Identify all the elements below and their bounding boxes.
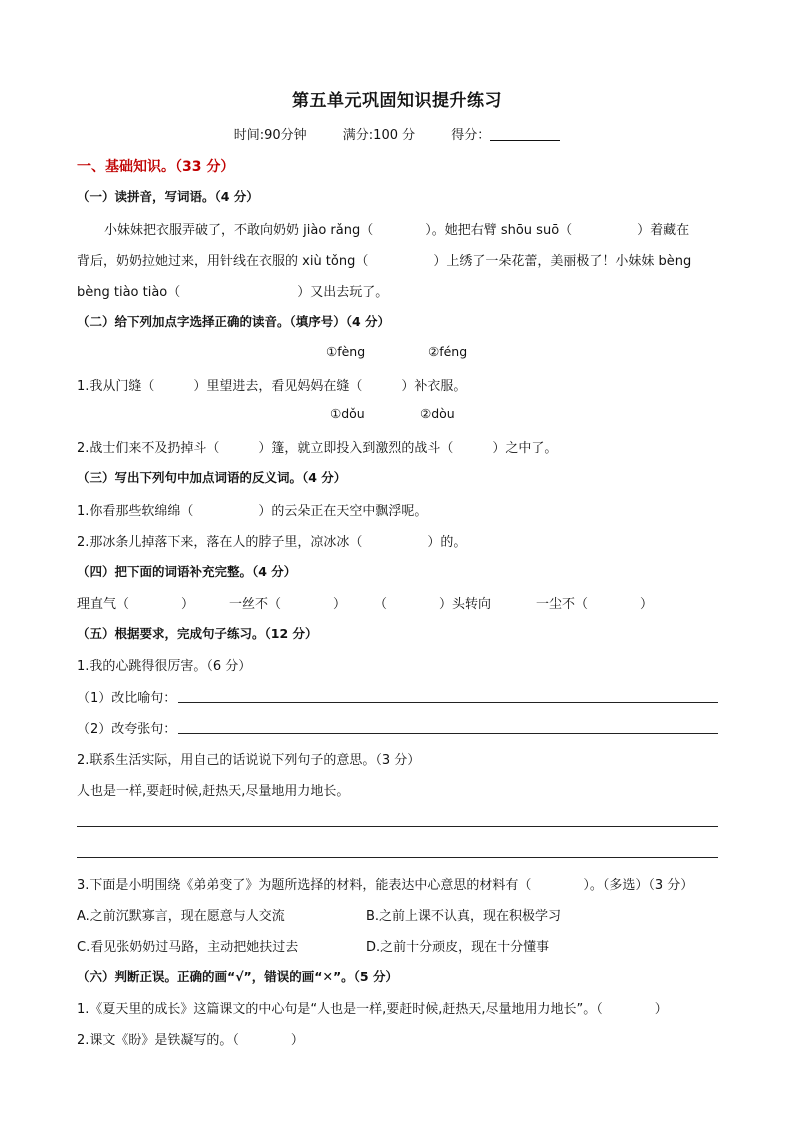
explanation-answer-line-1[interactable] (77, 826, 718, 827)
part-5-question-3: 3.下面是小明围绕《弟弟变了》为题所选择的材料，能表达中心意思的材料有（ ）。（多选）（3 分） (77, 878, 694, 893)
exam-meta (0, 124, 794, 143)
part-1-line-3: bèng tiào tiào（ ）又出去玩了。 (77, 285, 389, 300)
exaggeration-prompt: （2）改夸张句： (77, 722, 177, 737)
part-3-heading: （三）写出下列句中加点词语的反义词。（4 分） (77, 470, 347, 485)
idiom-1: 理直气（ ） (77, 597, 195, 612)
pinyin-option-dou4: ②dòu (420, 406, 455, 421)
part-1-line-1: 小妹妹把衣服弄破了，不敢向奶奶 jiào rǎng（ ）。她把右臂 shōu suō（ ）着藏在 (104, 223, 690, 238)
part-5-heading: （五）根据要求，完成句子练习。（12 分） (77, 626, 318, 641)
choice-d: D.之前十分顽皮，现在十分懂事 (366, 940, 550, 955)
part-3-question-2: 2.那冰条儿掉落下来，落在人的脖子里，凉冰冰（ ）的。 (77, 535, 467, 550)
page-title: 第五单元巩固知识提升练习 (292, 91, 502, 111)
part-6-question-1: 1.《夏天里的成长》这篇课文的中心句是“人也是一样,要赶时候,赶热天,尽量地用力地长”。（ ） (77, 1002, 668, 1017)
part-2-question-2: 2.战士们来不及扔掉斗（ ）篷，就立即投入到激烈的战斗（ ）之中了。 (77, 441, 558, 456)
score-field (451, 124, 560, 143)
simile-answer-line[interactable] (178, 702, 718, 703)
part-3-question-1: 1.你看那些软绵绵（ ）的云朵正在天空中飘浮呢。 (77, 504, 428, 519)
part-1-heading: （一）读拼音，写词语。（4 分） (77, 189, 259, 204)
part-4-heading: （四）把下面的词语补充完整。（4 分） (77, 564, 297, 579)
idiom-2: 一丝不（ ） (229, 597, 347, 612)
pinyin-option-dou3: ①dǒu (330, 406, 365, 421)
part-1-line-2: 背后，奶奶拉她过来，用针线在衣服的 xiù tǒng（ ）上绣了一朵花蕾，美丽极了！小妹妹 bèng (77, 254, 692, 269)
explanation-answer-line-2[interactable] (77, 857, 718, 858)
score-label: 得分： (451, 128, 491, 143)
part-6-question-2: 2.课文《盼》是铁凝写的。（ ） (77, 1033, 304, 1048)
section-1-heading: 一、基础知识。（33 分） (77, 159, 235, 175)
exaggeration-answer-line[interactable] (178, 733, 718, 734)
part-6-heading: （六）判断正误。正确的画“√”，错误的画“✕”。（5 分） (77, 969, 398, 984)
part-2-question-1: 1.我从门缝（ ）里望进去，看见妈妈在缝（ ）补衣服。 (77, 379, 467, 394)
time-limit: 时间:90分钟 (233, 128, 307, 143)
part-5-question-2: 2.联系生活实际，用自己的话说说下列句子的意思。（3 分） (77, 753, 421, 768)
score-blank[interactable] (490, 128, 560, 141)
part-5-question-1: 1.我的心跳得很厉害。（6 分） (77, 659, 252, 674)
choice-b: B.之前上课不认真，现在积极学习 (366, 909, 562, 924)
full-score: 满分:100 分 (342, 128, 416, 143)
pinyin-option-feng4: ①fèng (326, 344, 366, 359)
idiom-3: （ ）头转向 (374, 597, 492, 612)
choice-a: A.之前沉默寡言，现在愿意与人交流 (77, 909, 285, 924)
simile-prompt: （1）改比喻句： (77, 691, 177, 706)
choice-c: C.看见张奶奶过马路，主动把她扶过去 (77, 940, 299, 955)
pinyin-option-feng2: ②féng (428, 344, 468, 359)
quoted-sentence: 人也是一样,要赶时候,赶热天,尽量地用力地长。 (77, 784, 350, 799)
part-2-heading: （二）给下列加点字选择正确的读音。（填序号）（4 分） (77, 314, 391, 329)
idiom-4: 一尘不（ ） (536, 597, 654, 612)
